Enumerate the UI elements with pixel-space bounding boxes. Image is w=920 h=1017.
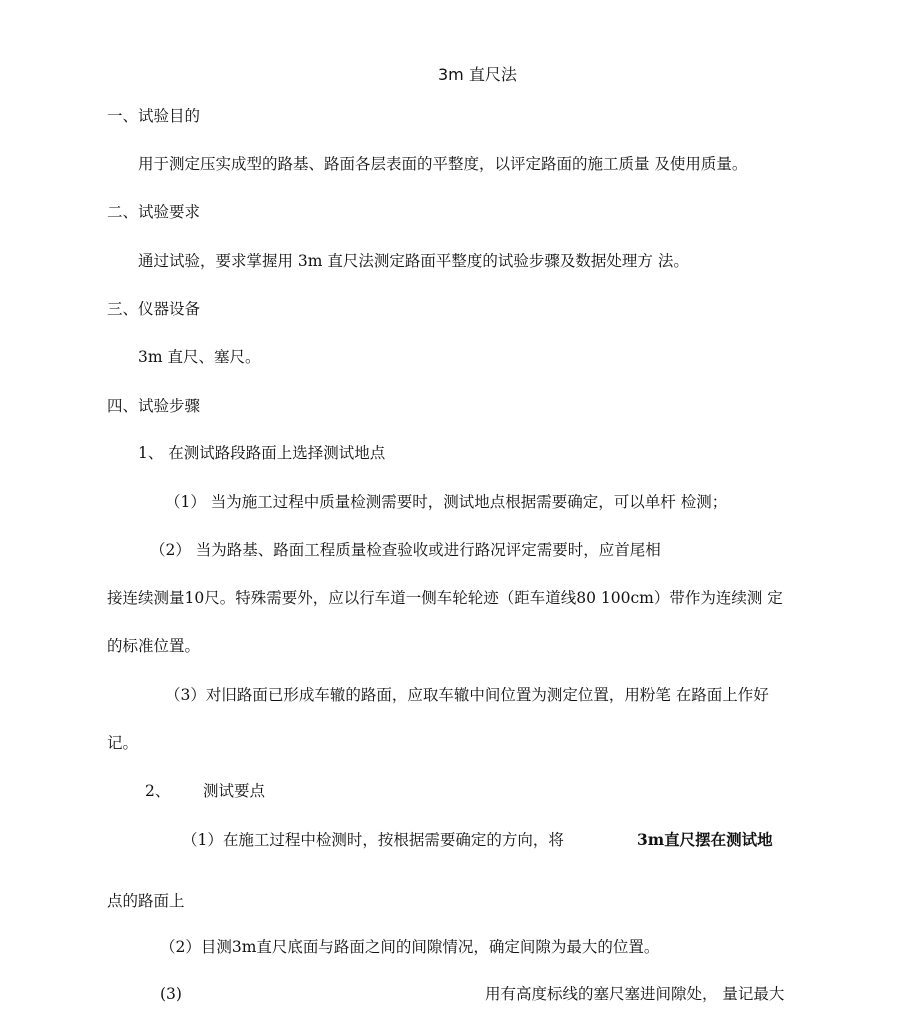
section-1-heading: 一、试验目的	[107, 107, 201, 125]
step-2-point-3-text: 用有高度标线的塞尺塞进间隙处， 量记最大	[485, 985, 785, 1003]
step-1-item-1: （1） 当为施工过程中质量检测需要时，测试地点根据需要确定，可以单杆 检测；	[165, 493, 728, 511]
section-2-heading: 二、试验要求	[107, 203, 201, 221]
section-3-body: 3m 直尺、塞尺。	[138, 348, 261, 366]
section-3-heading: 三、仪器设备	[107, 300, 201, 318]
step-2-number: 2、	[145, 782, 171, 800]
step-2-point-1-line-1-a: （1）在施工过程中检测时，按根据需要确定的方向，将	[182, 831, 564, 849]
step-1-title: 1、 在测试路段路面上选择测试地点	[138, 444, 386, 462]
section-2-body: 通过试验，要求掌握用 3m 直尺法测定路面平整度的试验步骤及数据处理方 法。	[138, 252, 689, 270]
step-2-point-1-line-1-b: 3m直尺摆在测试地	[637, 830, 773, 849]
section-4-heading: 四、试验步骤	[107, 397, 201, 415]
step-1-item-2-line-2: 接连续测量10尺。特殊需要外，应以行车道一侧车轮轮迹（距车道线80 100cm）带作为连续测 定	[107, 589, 783, 607]
section-1-body: 用于测定压实成型的路基、路面各层表面的平整度，以评定路面的施工质量 及使用质量。	[138, 155, 748, 173]
step-2-point-2: （2）目测3m直尺底面与路面之间的间隙情况，确定间隙为最大的位置。	[160, 938, 660, 956]
step-1-item-3-line-2: 记。	[107, 734, 139, 752]
step-2-point-3-number: (3)	[160, 985, 182, 1003]
step-2-title: 测试要点	[203, 782, 266, 800]
step-1-item-2-line-3: 的标准位置。	[107, 637, 201, 655]
step-2-point-1-line-2: 点的路面上	[107, 892, 185, 910]
step-1-item-2-line-1: （2） 当为路基、路面工程质量检查验收或进行路况评定需要时，应首尾相	[150, 541, 661, 559]
page-title: 3m 直尺法	[438, 65, 517, 84]
step-1-item-3-line-1: （3）对旧路面已形成车辙的路面，应取车辙中间位置为测定位置，用粉笔 在路面上作好	[165, 686, 769, 704]
